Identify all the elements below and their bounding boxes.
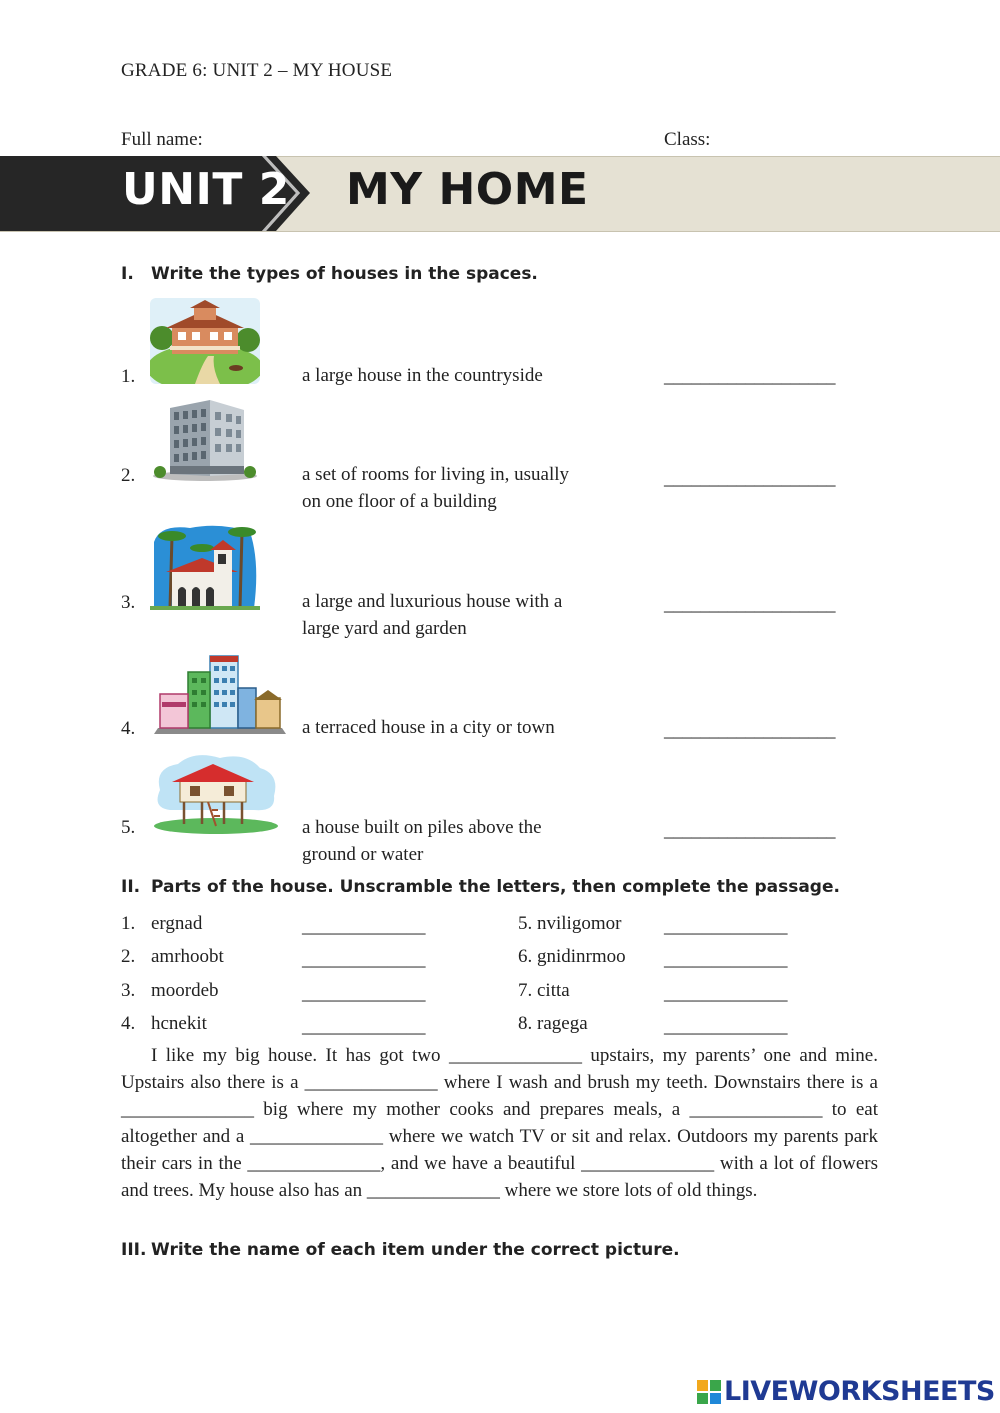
scramble-4-blank[interactable]: _____________ [302, 1016, 426, 1037]
section-1-instruction: Write the types of houses in the spaces. [151, 264, 538, 284]
scramble-2-word: amrhoobt [151, 946, 224, 967]
unit-title: MY HOME [346, 164, 589, 215]
scramble-1-number: 1. [121, 913, 136, 934]
item-5-number: 5. [121, 817, 136, 838]
scramble-3-blank[interactable]: _____________ [302, 983, 426, 1004]
scramble-7-word: 7. citta [518, 980, 570, 1001]
scramble-6-blank[interactable]: _____________ [664, 949, 788, 970]
item-5-line-2: ground or water [302, 844, 424, 865]
item-3-answer-blank[interactable]: ___________________ [664, 594, 835, 615]
item-1-answer-blank[interactable]: ___________________ [664, 366, 835, 387]
scramble-7-blank[interactable]: _____________ [664, 983, 788, 1004]
liveworksheets-logo-icon [697, 1380, 721, 1404]
item-4-line-1: a terraced house in a city or town [302, 717, 555, 738]
liveworksheets-logo [697, 1376, 995, 1407]
item-3-line-1: a large and luxurious house with a [302, 591, 563, 612]
section-2-instruction: Parts of the house. Unscramble the letters, then complete the passage. [151, 877, 840, 897]
item-4-answer-blank[interactable]: ___________________ [664, 720, 835, 741]
scramble-2-number: 2. [121, 946, 136, 967]
unit-label: UNIT 2 [122, 164, 290, 215]
item-4-description [302, 714, 555, 741]
country-house-icon [150, 298, 260, 384]
item-1-number: 1. [121, 366, 136, 387]
section-2-numeral: II. [121, 877, 141, 897]
villa-icon [150, 522, 260, 610]
item-2-description [302, 461, 569, 515]
section-1-heading [121, 264, 538, 284]
scramble-4-word: hcnekit [151, 1013, 207, 1034]
section-2-heading [121, 877, 840, 897]
scramble-4-number: 4. [121, 1013, 136, 1034]
section-3-instruction: Write the name of each item under the correct picture. [151, 1240, 680, 1260]
item-5-line-1: a house built on piles above the [302, 817, 542, 838]
liveworksheets-logo-text: LIVEWORKSHEETS [724, 1376, 995, 1407]
item-1-line-1: a large house in the countryside [302, 365, 543, 386]
item-2-line-1: a set of rooms for living in, usually [302, 464, 570, 485]
scramble-6-word: 6. gnidinrmoo [518, 946, 626, 967]
item-3-line-2: large yard and garden [302, 618, 467, 639]
full-name-label: Full name: [121, 129, 203, 150]
grade-line: GRADE 6: UNIT 2 – MY HOUSE [121, 60, 393, 81]
scramble-8-blank[interactable]: _____________ [664, 1016, 788, 1037]
scramble-1-word: ergnad [151, 913, 203, 934]
item-1-description [302, 362, 543, 389]
scramble-8-word: 8. ragega [518, 1013, 588, 1034]
scramble-2-blank[interactable]: _____________ [302, 949, 426, 970]
item-5-description [302, 814, 542, 868]
item-3-number: 3. [121, 592, 136, 613]
scramble-5-word: 5. nviligomor [518, 913, 622, 934]
fill-in-passage: I like my big house. It has got two ______________ upstairs, my parents’ one and mine. Upstairs also there is a ______________ where I wash and brush my teeth. Downstairs there is a ______________ big where my mother cooks and prepares meals, a ______________ to eat altogether and a ______________ where we watch TV or sit and relax. Outdoors my parents park their cars in the ______________, and we have a beautiful ______________ with a lot of flowers and trees. My house also has an ______________ where we store lots of old things. [121, 1045, 878, 1201]
scramble-3-number: 3. [121, 980, 136, 1001]
scramble-1-blank[interactable]: _____________ [302, 916, 426, 937]
town-houses-icon [150, 650, 290, 738]
section-1-numeral: I. [121, 264, 134, 284]
scramble-3-word: moordeb [151, 980, 219, 1001]
section-3-heading [121, 1240, 680, 1260]
item-3-description [302, 588, 562, 642]
section-3-numeral: III. [121, 1240, 147, 1260]
item-2-answer-blank[interactable]: ___________________ [664, 468, 835, 489]
class-label: Class: [664, 129, 711, 150]
scramble-5-blank[interactable]: _____________ [664, 916, 788, 937]
stilt-house-icon [150, 750, 282, 836]
apartment-building-icon [150, 396, 260, 482]
item-4-number: 4. [121, 718, 136, 739]
item-2-number: 2. [121, 465, 136, 486]
item-5-answer-blank[interactable]: ___________________ [664, 820, 835, 841]
item-2-line-2: on one floor of a building [302, 491, 497, 512]
